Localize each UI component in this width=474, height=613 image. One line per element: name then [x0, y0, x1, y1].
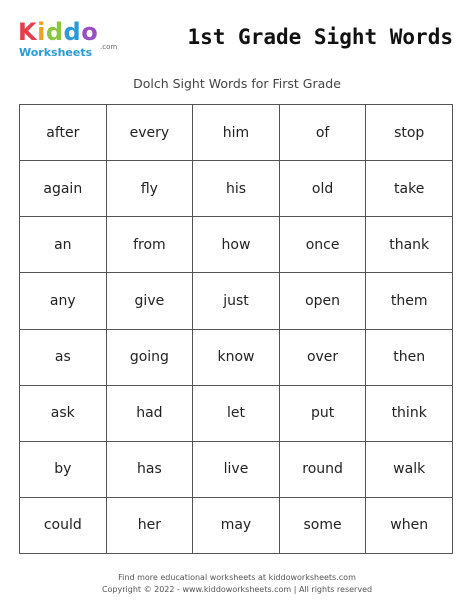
page-footer: [0, 572, 474, 596]
sight-word-cell: his: [193, 161, 280, 217]
footer-promo-text: Find more educational worksheets at kiddoworksheets.com: [118, 573, 356, 582]
sight-word-cell: walk: [366, 441, 453, 497]
sight-word-cell: think: [366, 385, 453, 441]
kiddo-worksheets-logo[interactable]: [18, 20, 122, 62]
sight-word-cell: of: [279, 105, 366, 161]
table-row: [20, 441, 453, 497]
sight-word-cell: going: [106, 329, 193, 385]
sight-word-cell: again: [20, 161, 107, 217]
sight-word-cell: fly: [106, 161, 193, 217]
logo-dotcom: .com: [100, 43, 118, 51]
sight-word-cell: an: [20, 217, 107, 273]
sight-word-cell: when: [366, 497, 453, 553]
sight-word-cell: after: [20, 105, 107, 161]
sight-word-cell: ask: [20, 385, 107, 441]
logo-subtitle: Worksheets: [19, 46, 93, 59]
sight-word-cell: open: [279, 273, 366, 329]
logo-letter: d: [63, 18, 82, 46]
logo-letter: K: [18, 18, 38, 46]
sight-word-cell: has: [106, 441, 193, 497]
sight-word-cell: just: [193, 273, 280, 329]
page-header: [0, 0, 474, 70]
table-row: [20, 217, 453, 273]
sight-word-cell: every: [106, 105, 193, 161]
sight-word-cell: her: [106, 497, 193, 553]
table-row: [20, 497, 453, 553]
table-row: [20, 105, 453, 161]
logo-wordmark: [18, 20, 98, 44]
sight-words-table: [19, 104, 453, 554]
footer-copyright: Copyright © 2022 - www.kiddoworksheets.com | All rights reserved: [101, 585, 373, 594]
sight-word-cell: once: [279, 217, 366, 273]
sight-word-cell: any: [20, 273, 107, 329]
sight-word-cell: know: [193, 329, 280, 385]
sight-word-cell: take: [366, 161, 453, 217]
sight-word-cell: thank: [366, 217, 453, 273]
sight-word-cell: from: [106, 217, 193, 273]
sight-word-cell: give: [106, 273, 193, 329]
sight-word-cell: then: [366, 329, 453, 385]
sight-word-cell: put: [279, 385, 366, 441]
table-row: [20, 273, 453, 329]
table-row: [20, 385, 453, 441]
sight-word-cell: him: [193, 105, 280, 161]
sight-word-cell: old: [279, 161, 366, 217]
sight-word-cell: some: [279, 497, 366, 553]
sight-word-cell: stop: [366, 105, 453, 161]
logo-letter: o: [81, 18, 99, 46]
sight-word-cell: how: [193, 217, 280, 273]
logo-letter: i: [37, 18, 46, 46]
sight-word-cell: let: [193, 385, 280, 441]
page-title: 1st Grade Sight Words: [187, 25, 453, 49]
sight-word-cell: could: [20, 497, 107, 553]
worksheet-subtitle: Dolch Sight Words for First Grade: [133, 76, 341, 91]
sight-word-cell: as: [20, 329, 107, 385]
sight-word-cell: by: [20, 441, 107, 497]
sight-word-cell: live: [193, 441, 280, 497]
table-row: [20, 161, 453, 217]
sight-word-cell: may: [193, 497, 280, 553]
sight-word-cell: over: [279, 329, 366, 385]
table-row: [20, 329, 453, 385]
sight-word-cell: them: [366, 273, 453, 329]
logo-letter: d: [45, 18, 64, 46]
sight-word-cell: had: [106, 385, 193, 441]
sight-word-cell: round: [279, 441, 366, 497]
